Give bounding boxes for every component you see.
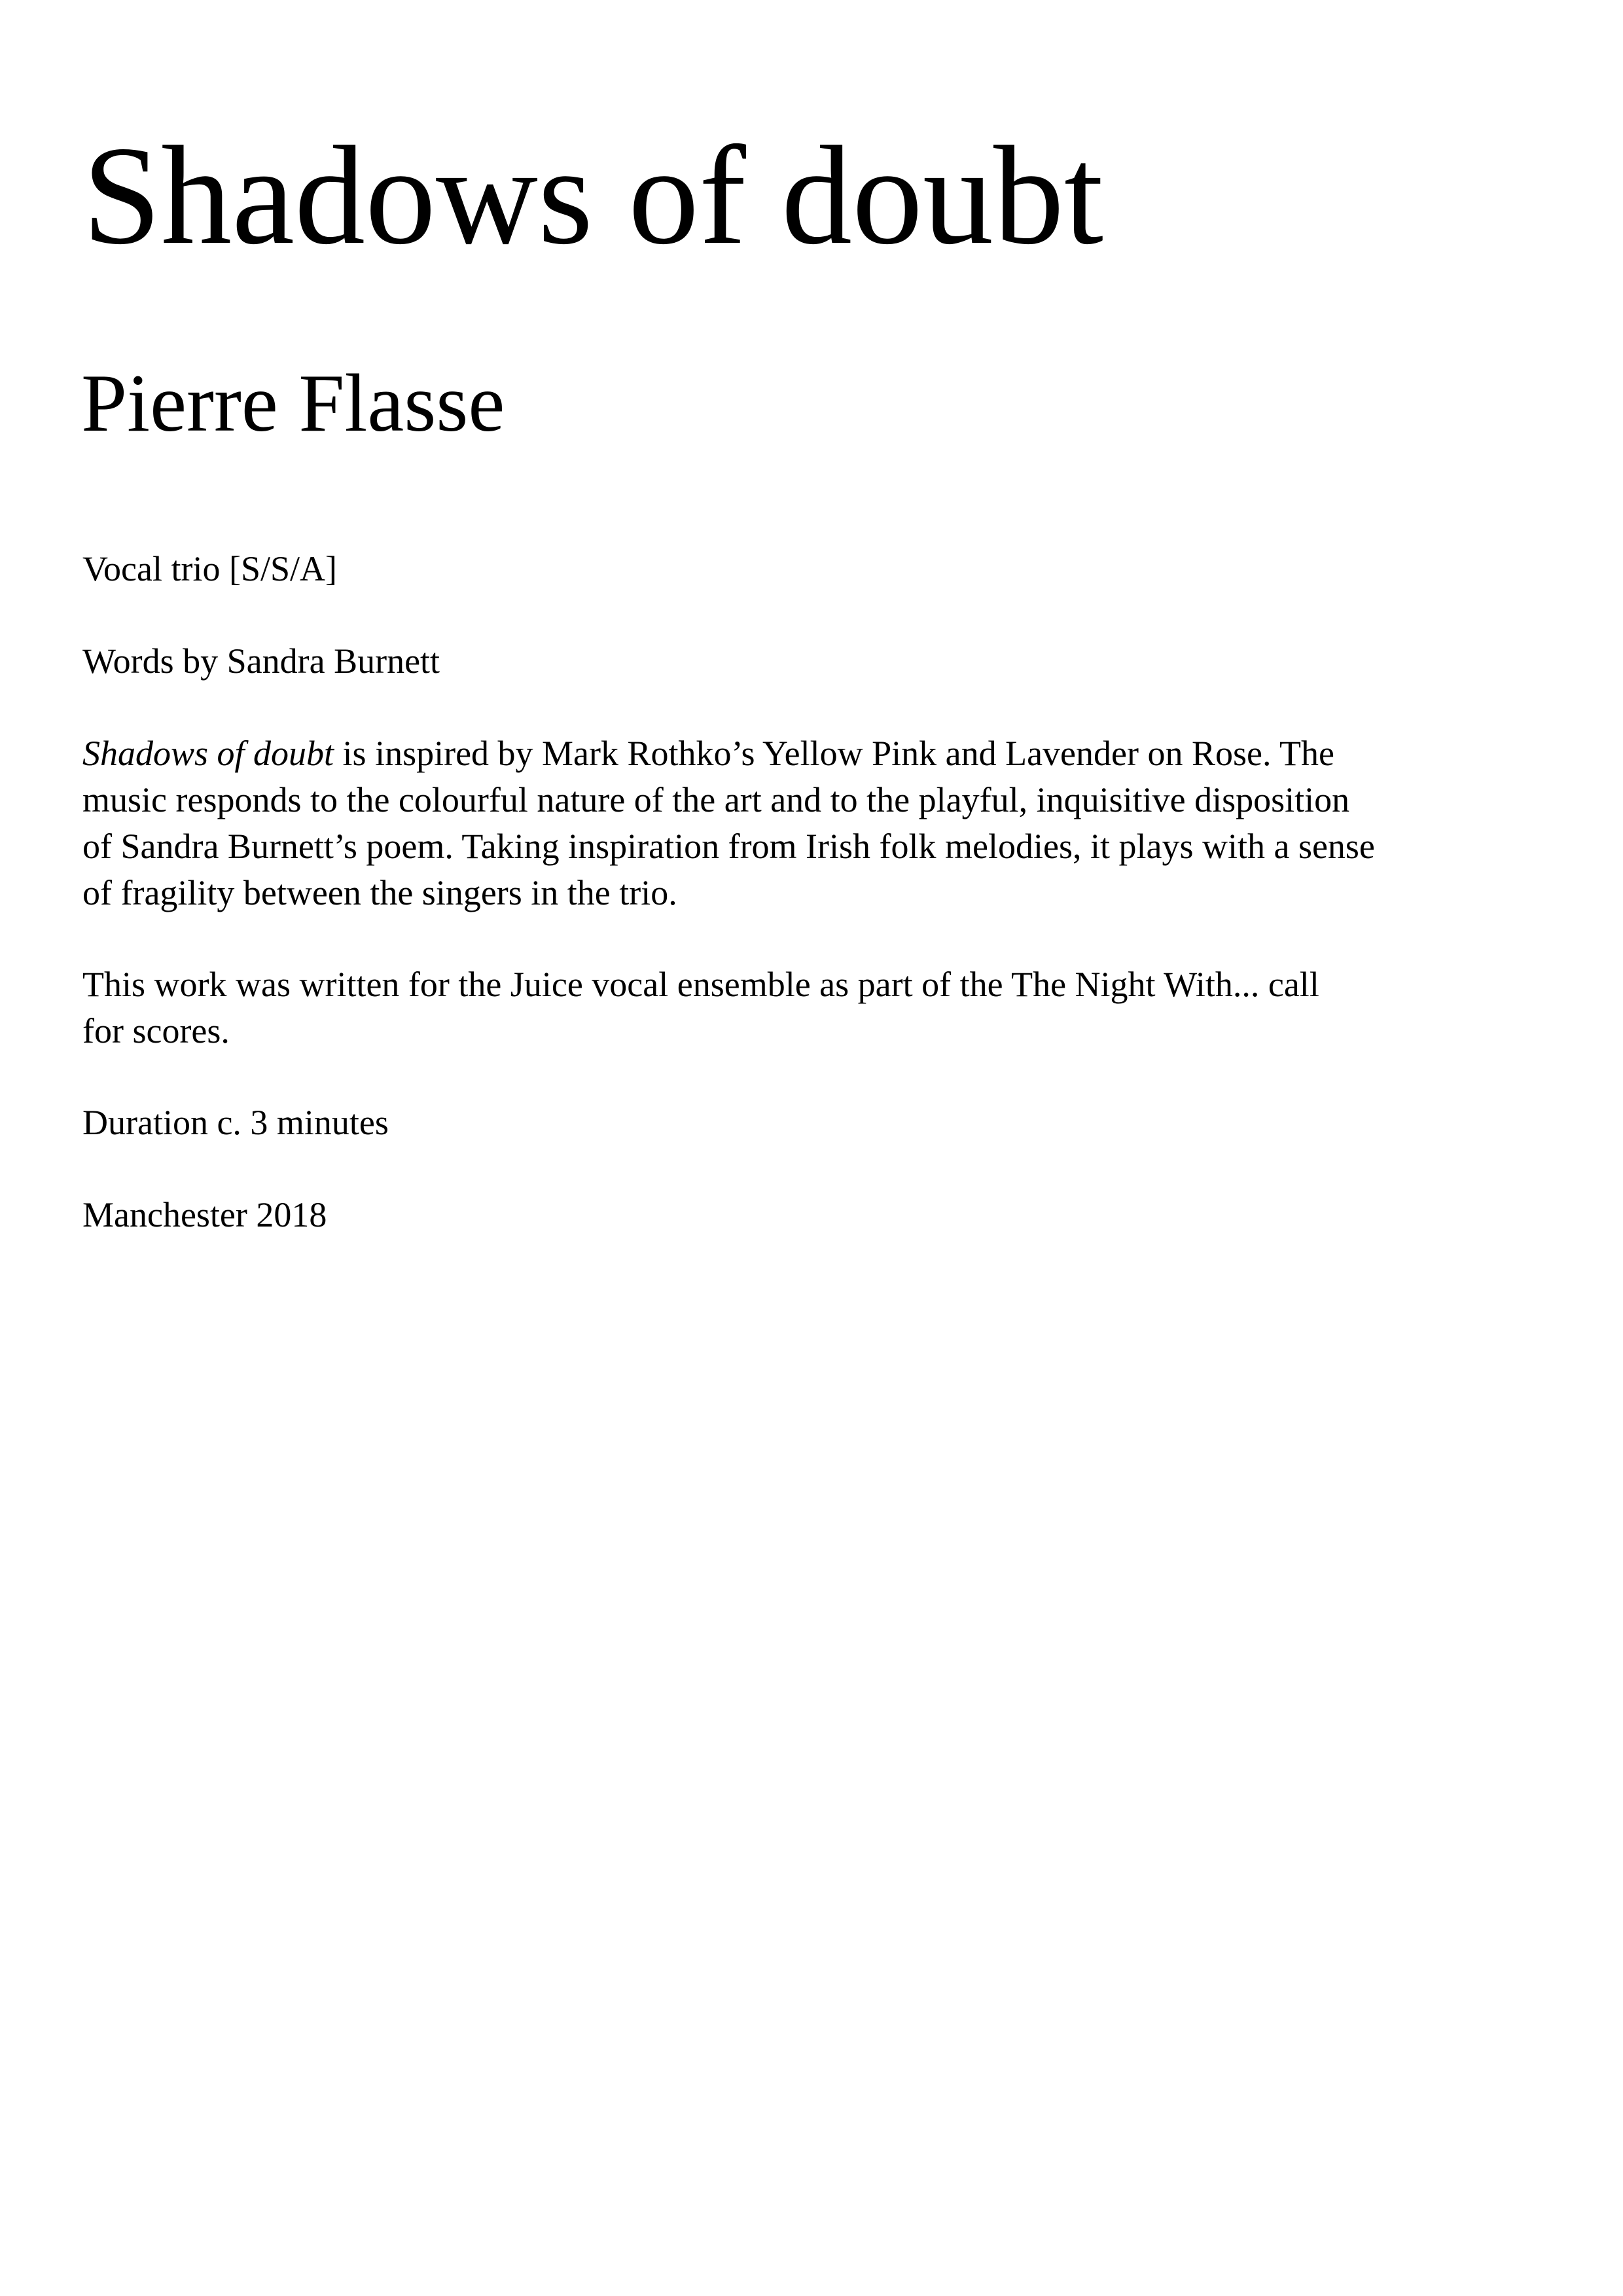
instrumentation: Vocal trio [S/S/A] [82, 549, 337, 588]
composer-name: Pierre Flasse [81, 358, 505, 449]
description-line-4: of fragility between the singers in the trio. [82, 873, 677, 912]
work-title: Shadows of doubt [82, 117, 1103, 274]
commission-line-1: This work was written for the Juice vocal ensemble as part of the The Night With... call [82, 965, 1319, 1004]
description-line-1-text: is inspired by Mark Rothko’s Yellow Pink and Lavender on Rose. The [334, 734, 1334, 773]
commission-paragraph [82, 961, 1542, 1054]
commission-line-2: for scores. [82, 1011, 230, 1050]
words-credit: Words by Sandra Burnett [82, 641, 440, 681]
description-line-2: music responds to the colourful nature of the art and to the playful, inquisitive disposition [82, 780, 1350, 819]
description-paragraph [82, 730, 1542, 916]
place-and-year: Manchester 2018 [82, 1195, 327, 1234]
description-title-italic: Shadows of doubt [82, 734, 334, 773]
duration: Duration c. 3 minutes [82, 1103, 389, 1142]
description-line-3: of Sandra Burnett’s poem. Taking inspiration from Irish folk melodies, it plays with a sense [82, 827, 1375, 866]
description-line-1 [82, 730, 1542, 777]
